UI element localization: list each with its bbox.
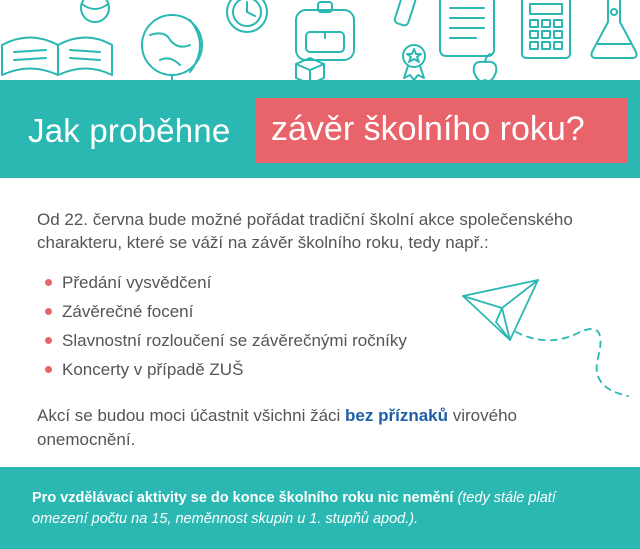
paper-plane-icon <box>458 278 638 408</box>
globe-icon <box>142 15 202 80</box>
tablet-icon <box>440 0 494 56</box>
list-item: Slavnostní rozloučení se závěrečnými ročníky <box>45 326 407 355</box>
medal-icon <box>403 45 425 80</box>
calculator-icon <box>522 0 570 58</box>
ball-icon <box>81 0 109 22</box>
closing-paragraph: Akcí se budou moci účastnit všichni žáci bez příznaků virového onemocnění. <box>37 406 517 449</box>
bullet-dot <box>45 337 52 344</box>
title-highlight-text: závěr školního roku? <box>271 110 585 148</box>
doodle-header <box>0 0 640 80</box>
list-item: Závěrečné focení <box>45 297 407 326</box>
list-item: Předání vysvědčení <box>45 268 407 297</box>
emphasis-text: bez příznaků <box>345 406 448 425</box>
bullet-dot <box>45 308 52 315</box>
alarm-clock-icon <box>226 0 268 32</box>
flask-icon <box>592 0 637 58</box>
footer-note: Pro vzdělávací aktivity se do konce školního roku nic nemění (tedy stále platí omezení počtu na 15, neměnnost skupin u 1. stupňů apod.). <box>32 490 556 527</box>
bullet-dot <box>45 279 52 286</box>
cube-icon <box>296 58 324 80</box>
backpack-icon <box>296 2 354 60</box>
bullet-dot <box>45 366 52 373</box>
apple-icon <box>474 54 497 80</box>
book-icon <box>2 38 112 76</box>
title-plain: Jak proběhne <box>28 112 231 149</box>
list-item: Koncerty v případě ZUŠ <box>45 355 407 384</box>
event-list <box>45 268 407 384</box>
intro-paragraph: Od 22. června bude možné pořádat tradiční školní akce společenského charakteru, které se váží na závěr školního roku, tedy např.: <box>37 210 573 252</box>
pen-icon <box>394 0 417 26</box>
